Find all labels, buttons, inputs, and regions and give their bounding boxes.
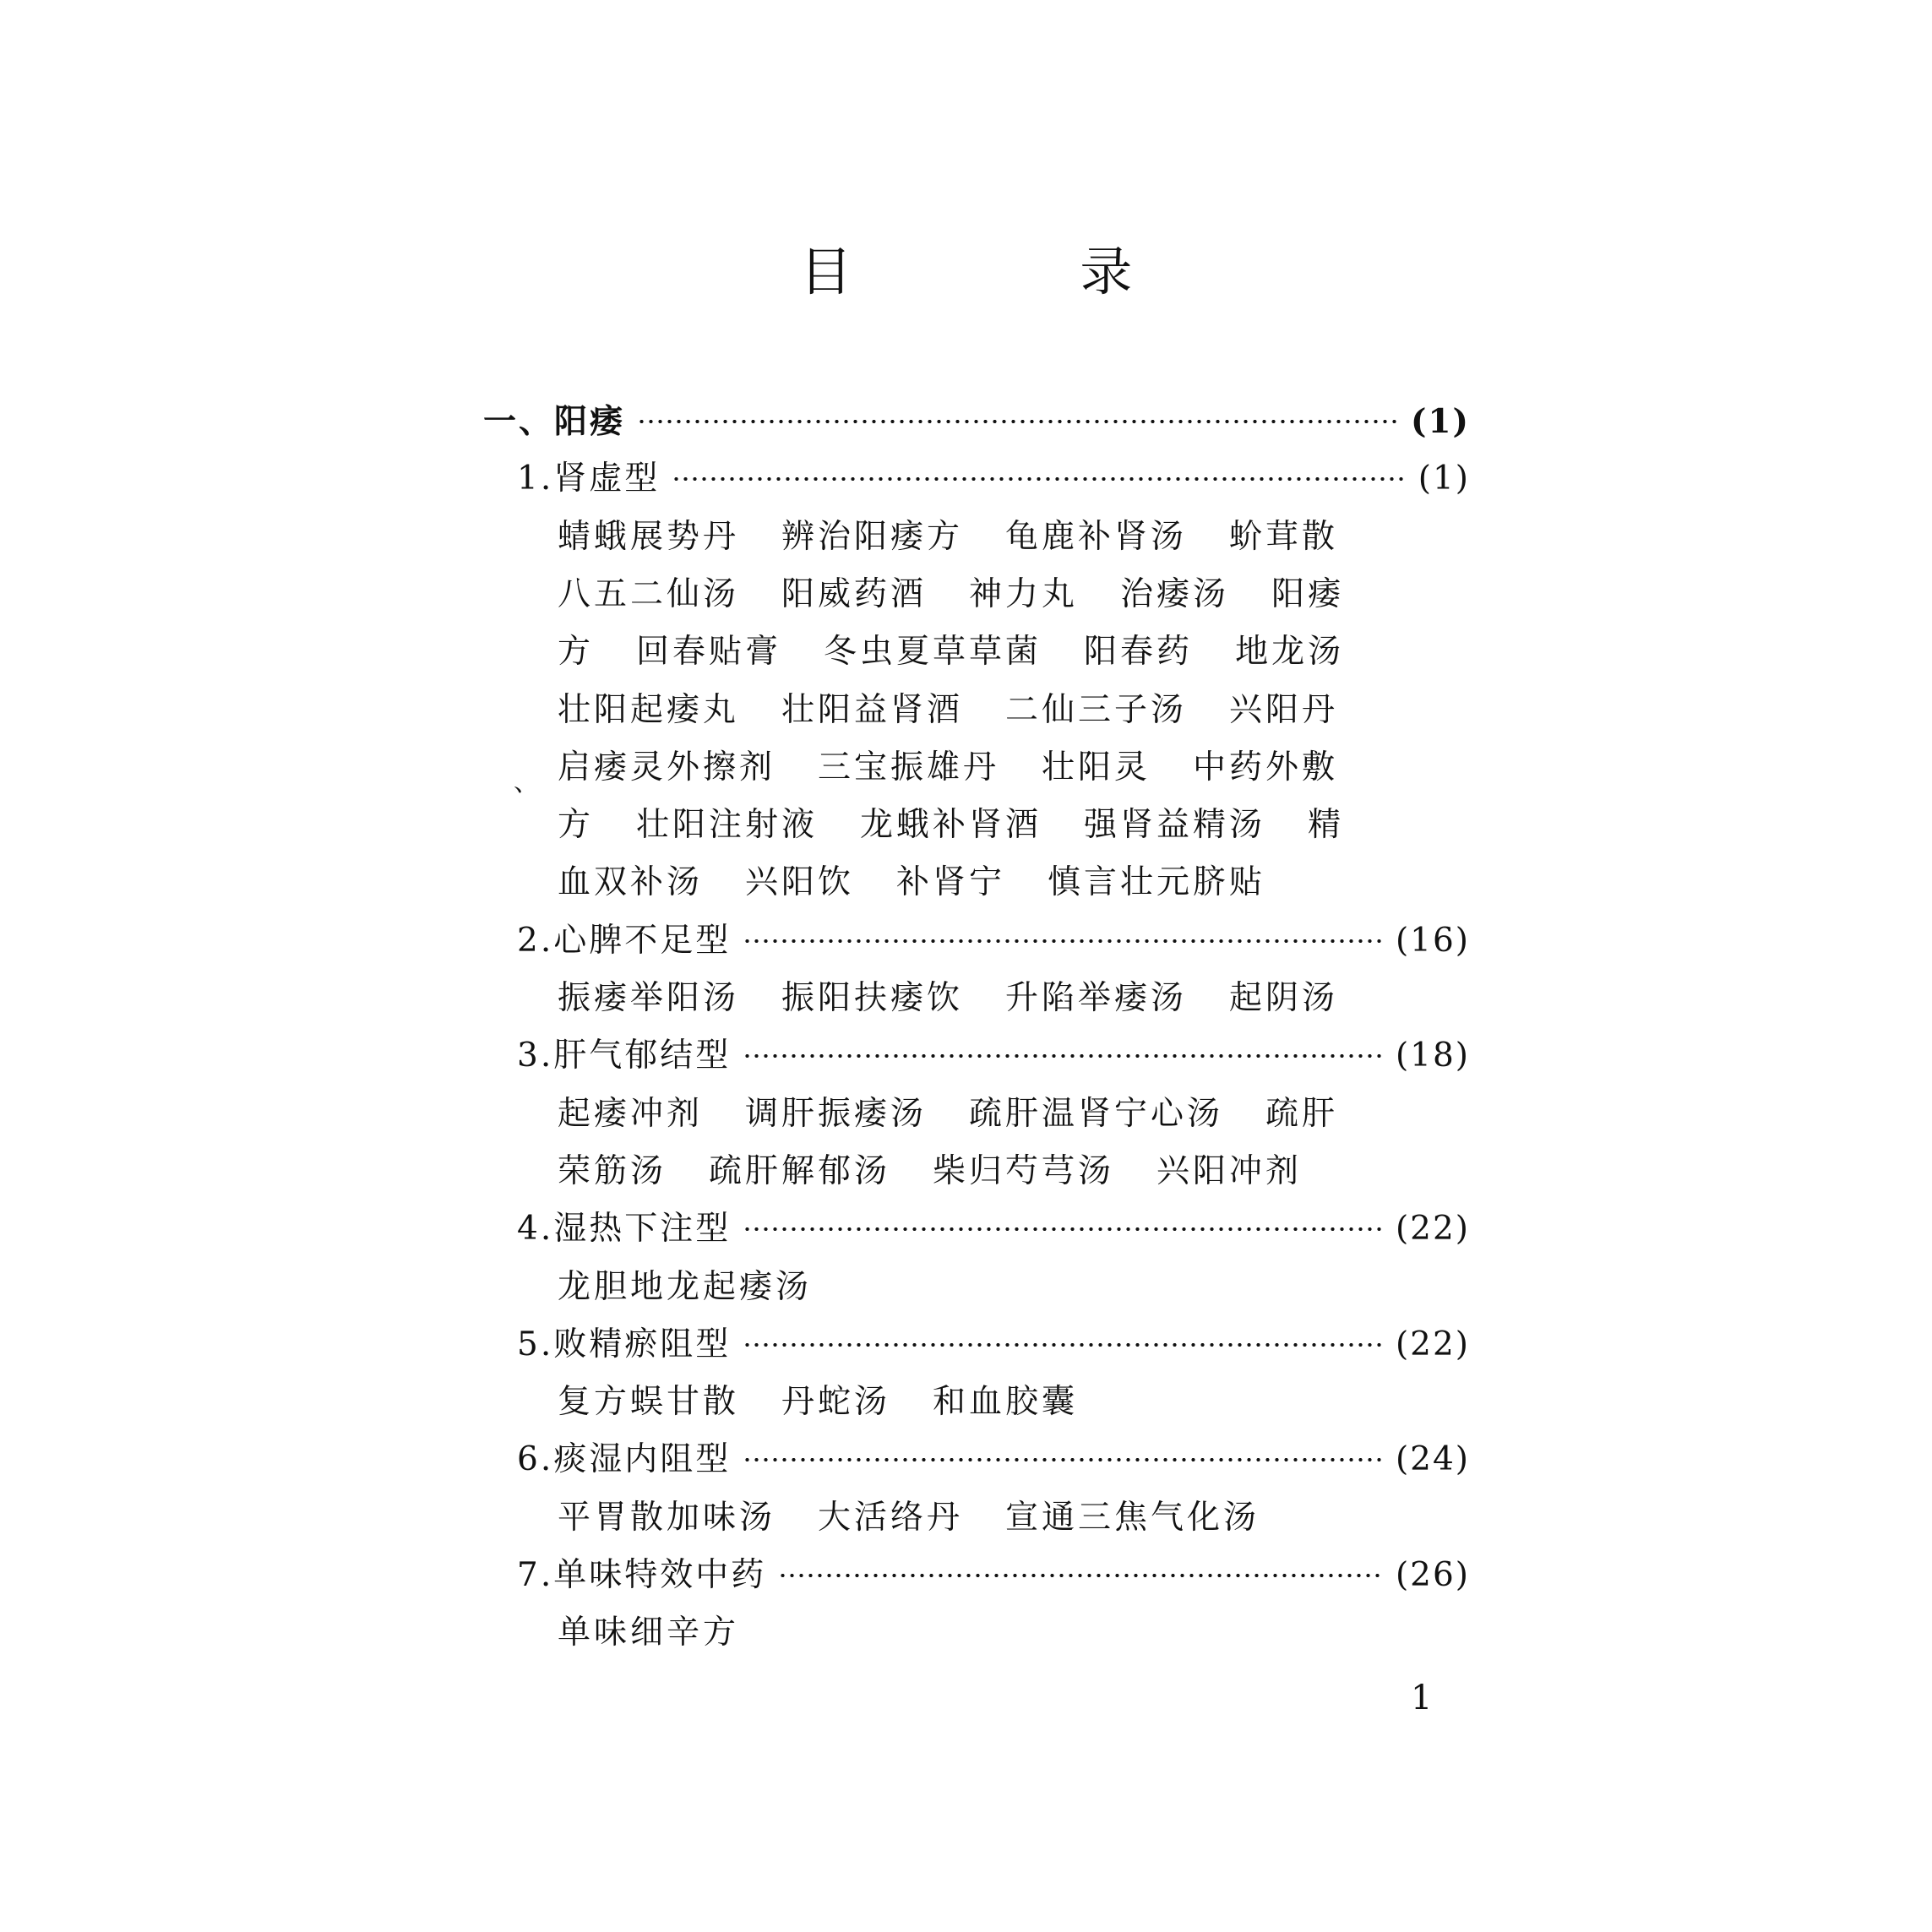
toc-section-entry [483, 395, 1470, 448]
remedy-list-line [558, 857, 1265, 909]
remedy-name: 八五二仙汤 [558, 575, 740, 613]
remedy-name: 大活络丹 [818, 1499, 964, 1537]
remedy-name: 精 [1308, 806, 1345, 844]
toc-page-ref: (24) [1395, 1440, 1470, 1478]
remedy-name: 平胃散加味汤 [558, 1499, 776, 1537]
remedy-name: 方 [558, 806, 595, 844]
toc-subsection-entry [517, 915, 1470, 967]
remedy-list-line [558, 1261, 812, 1314]
toc-entry-label: 一、阳痿 [483, 402, 626, 441]
toc-page-ref: (1) [1410, 402, 1470, 441]
remedy-name: 振痿举阳汤 [558, 979, 740, 1017]
page-title: 目 录 [799, 241, 1238, 302]
toc-subsection-entry [517, 1030, 1470, 1082]
remedy-name: 丹蛇汤 [781, 1383, 891, 1421]
remedy-name: 阳威药酒 [781, 575, 928, 613]
dot-leader [743, 1054, 1384, 1058]
dot-leader [743, 1343, 1384, 1347]
remedy-name: 龟鹿补肾汤 [1005, 518, 1188, 556]
dot-leader [743, 939, 1384, 943]
remedy-name: 复方蜈甘散 [558, 1383, 740, 1421]
remedy-name: 龙蛾补肾酒 [860, 806, 1042, 844]
remedy-name: 和血胶囊 [933, 1383, 1079, 1421]
remedy-list-line [558, 1607, 739, 1659]
remedy-name: 慎言壮元脐贴 [1048, 863, 1266, 901]
remedy-name: 神力丸 [969, 575, 1079, 613]
remedy-name: 疏肝温肾宁心汤 [969, 1095, 1224, 1133]
toc-page-ref: (22) [1395, 1210, 1470, 1248]
remedy-list-line [558, 799, 1344, 852]
remedy-name: 地龙汤 [1235, 633, 1345, 671]
dot-leader [778, 1574, 1384, 1577]
toc-page-ref: (18) [1395, 1037, 1470, 1075]
remedy-name: 柴归芍芎汤 [933, 1152, 1115, 1190]
remedy-name: 升陷举痿汤 [1005, 979, 1188, 1017]
remedy-list-line [558, 1376, 1078, 1429]
remedy-name: 起阴汤 [1229, 979, 1339, 1017]
dot-leader [672, 477, 1407, 481]
toc-entry-label: 2.心脾不足型 [517, 922, 732, 960]
remedy-list-line [558, 1088, 1338, 1140]
remedy-name: 冬虫夏草草菌 [824, 633, 1042, 671]
toc-entry-label: 5.败精瘀阻型 [517, 1325, 732, 1363]
remedy-name: 龙胆地龙起痿汤 [558, 1268, 813, 1306]
toc-page-ref: (26) [1395, 1556, 1470, 1594]
remedy-name: 疏肝 [1265, 1095, 1339, 1133]
toc-page-ref: (1) [1418, 460, 1470, 498]
dot-leader [637, 420, 1399, 423]
remedy-name: 血双补汤 [558, 863, 704, 901]
remedy-name: 壮阳注射液 [636, 806, 819, 844]
remedy-name: 起痿冲剂 [558, 1095, 704, 1133]
toc-subsection-entry [517, 1319, 1470, 1371]
remedy-name: 三宝振雄丹 [818, 748, 1000, 786]
remedy-name: 调肝振痿汤 [745, 1095, 928, 1133]
remedy-list-line [558, 626, 1344, 678]
toc-subsection-entry [517, 1203, 1470, 1255]
remedy-list-line [558, 972, 1338, 1025]
remedy-name: 辨治阳痿方 [781, 518, 964, 556]
remedy-name: 启痿灵外擦剂 [558, 748, 776, 786]
remedy-list-line [558, 684, 1338, 737]
dot-leader [743, 1227, 1384, 1231]
remedy-list-line [558, 511, 1338, 563]
toc-entry-label: 3.肝气郁结型 [517, 1037, 732, 1075]
toc-entry-label: 1.肾虚型 [517, 460, 661, 498]
remedy-name: 阳春药 [1084, 633, 1194, 671]
page-number: 1 [1411, 1679, 1433, 1717]
toc-page-ref: (16) [1395, 922, 1470, 960]
remedy-name: 中药外敷 [1193, 748, 1339, 786]
remedy-name: 兴阳饮 [745, 863, 855, 901]
remedy-name: 回春贴膏 [636, 633, 782, 671]
toc-entry-label: 6.痰湿内阻型 [517, 1440, 732, 1478]
remedy-list-line [558, 742, 1338, 794]
remedy-name: 单味细辛方 [558, 1614, 740, 1652]
remedy-name: 壮阳起痿丸 [558, 691, 740, 729]
remedy-name: 荣筋汤 [558, 1152, 667, 1190]
remedy-name: 补肾宁 [896, 863, 1006, 901]
remedy-name: 阳痿 [1271, 575, 1345, 613]
toc-entry-label: 4.湿热下注型 [517, 1210, 732, 1248]
remedy-name: 蚧茸散 [1229, 518, 1339, 556]
remedy-list-line [558, 569, 1344, 621]
toc-subsection-entry [517, 453, 1470, 505]
remedy-name: 兴阳冲剂 [1156, 1152, 1303, 1190]
remedy-list-line [558, 1146, 1302, 1198]
toc-subsection-entry [517, 1549, 1470, 1602]
remedy-list-line [558, 1492, 1260, 1544]
remedy-name: 治痿汤 [1120, 575, 1230, 613]
remedy-name: 壮阳益肾酒 [781, 691, 964, 729]
remedy-name: 宣通三焦气化汤 [1005, 1499, 1260, 1537]
dot-leader [743, 1458, 1384, 1461]
toc-entry-label: 7.单味特效中药 [517, 1556, 767, 1594]
stray-mark: 、 [514, 768, 539, 797]
toc-page-ref: (22) [1395, 1325, 1470, 1363]
remedy-name: 壮阳灵 [1042, 748, 1151, 786]
remedy-name: 强肾益精汤 [1084, 806, 1266, 844]
remedy-name: 方 [558, 633, 595, 671]
remedy-name: 振阳扶痿饮 [781, 979, 964, 1017]
remedy-name: 兴阳丹 [1229, 691, 1339, 729]
remedy-name: 二仙三子汤 [1005, 691, 1188, 729]
remedy-name: 蜻蛾展势丹 [558, 518, 740, 556]
remedy-name: 疏肝解郁汤 [709, 1152, 891, 1190]
toc-subsection-entry [517, 1434, 1470, 1486]
